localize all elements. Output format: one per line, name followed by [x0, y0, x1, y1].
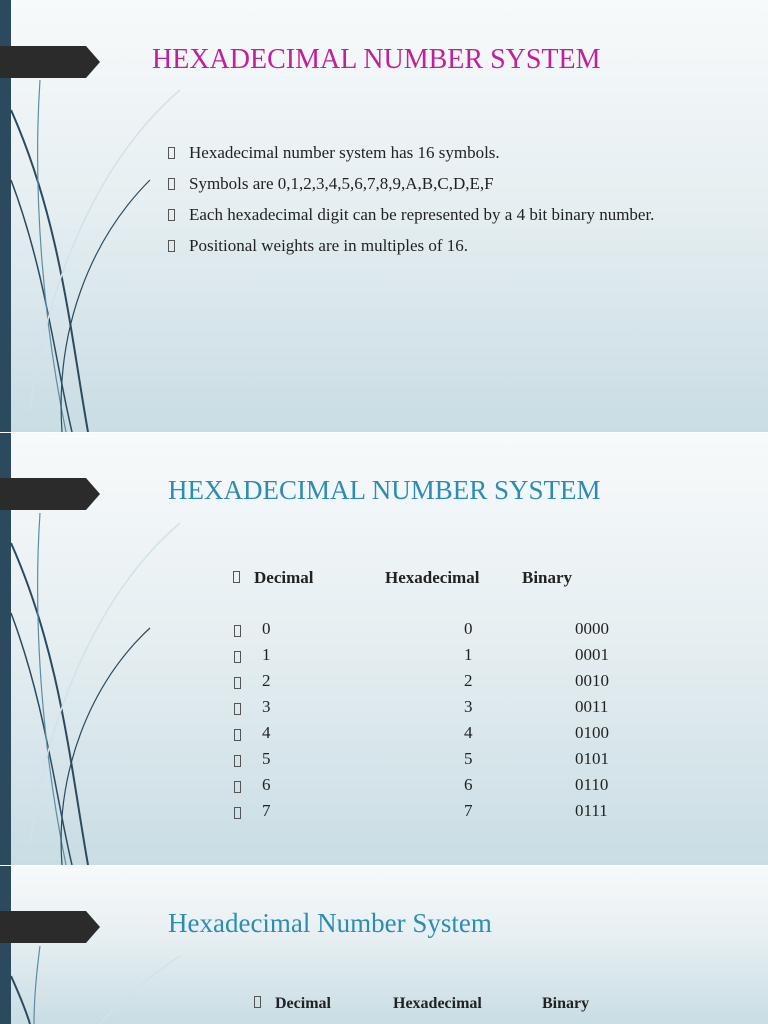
slide-title: HEXADECIMAL NUMBER SYSTEM: [168, 475, 601, 505]
hex-value: 2: [464, 671, 473, 690]
title-arrow-shape: [0, 46, 100, 78]
binary-value: 0111: [575, 801, 608, 820]
title-arrow-shape: [0, 911, 100, 943]
decimal-value: 7: [262, 801, 271, 820]
binary-value: 0101: [575, 749, 609, 768]
bullet-icon: [234, 651, 241, 663]
table-row: [0, 619, 768, 645]
hex-value: 1: [464, 645, 473, 664]
hex-value: 5: [464, 749, 473, 768]
decimal-value: 5: [262, 749, 271, 768]
bullet-list: [168, 137, 654, 261]
table-row: [0, 671, 768, 697]
decimal-value: 4: [262, 723, 271, 742]
decimal-value: 6: [262, 775, 271, 794]
bullet-icon: [234, 781, 241, 793]
table-row: [0, 723, 768, 749]
hex-value: 4: [464, 723, 473, 742]
slide-2: [0, 433, 768, 865]
table-header-decimal: Decimal: [233, 568, 313, 588]
binary-value: 0001: [575, 645, 609, 664]
bullet-item: Positional weights are in multiples of 16.: [168, 230, 654, 261]
table-header-hexadecimal: Hexadecimal: [385, 568, 480, 587]
bullet-icon: [234, 703, 241, 715]
hex-value: 6: [464, 775, 473, 794]
bullet-icon: [168, 147, 175, 159]
hex-value: 7: [464, 801, 473, 820]
binary-value: 0011: [575, 697, 609, 716]
decorative-swoosh: [0, 866, 200, 1024]
bullet-icon: [168, 209, 175, 221]
decimal-value: 2: [262, 671, 271, 690]
bullet-item: Symbols are 0,1,2,3,4,5,6,7,8,9,A,B,C,D,E,F: [168, 168, 654, 199]
decimal-value: 3: [262, 697, 271, 716]
binary-value: 0110: [575, 775, 609, 794]
table-row: [0, 749, 768, 775]
bullet-icon: [254, 996, 261, 1008]
binary-value: 0000: [575, 619, 609, 638]
binary-value: 0010: [575, 671, 609, 690]
slide-title: Hexadecimal Number System: [168, 908, 492, 938]
table-row: [0, 801, 768, 827]
bullet-item: Hexadecimal number system has 16 symbols.: [168, 137, 654, 168]
decimal-value: 1: [262, 645, 271, 664]
bullet-icon: [168, 178, 175, 190]
title-arrow-shape: [0, 478, 100, 510]
table-header-binary: Binary: [542, 995, 590, 1012]
bullet-icon: [168, 240, 175, 252]
bullet-icon: [234, 625, 241, 637]
table-row: [0, 645, 768, 671]
table-header-decimal: Decimal: [254, 995, 331, 1013]
table-row: [0, 697, 768, 723]
binary-value: 0100: [575, 723, 609, 742]
bullet-icon: [234, 755, 241, 767]
decimal-value: 0: [262, 619, 271, 638]
slide-1: [0, 0, 768, 432]
table-header-hexadecimal: Hexadecimal: [393, 995, 482, 1012]
bullet-icon: [233, 571, 240, 583]
table-header-binary: Binary: [522, 568, 573, 587]
hex-value: 3: [464, 697, 473, 716]
bullet-icon: [234, 807, 241, 819]
slide-3: [0, 866, 768, 1024]
hex-value: 0: [464, 619, 473, 638]
table-row: [0, 775, 768, 801]
bullet-item: Each hexadecimal digit can be represented by a 4 bit binary number.: [168, 199, 654, 230]
bullet-icon: [234, 729, 241, 741]
bullet-icon: [234, 677, 241, 689]
slide-title: HEXADECIMAL NUMBER SYSTEM: [152, 44, 601, 75]
